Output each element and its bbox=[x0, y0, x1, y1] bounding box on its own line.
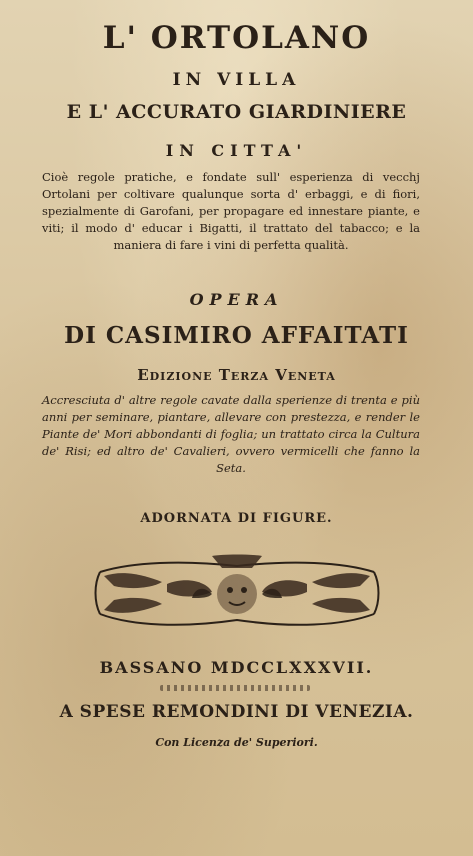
opera-label: OPERA bbox=[189, 290, 284, 309]
dotted-rule bbox=[160, 685, 310, 691]
title-line-1: L' ORTOLANO bbox=[102, 20, 371, 56]
license-line: Con Licenza de' Superiori. bbox=[155, 736, 318, 749]
title-line-4: IN CITTA' bbox=[165, 141, 308, 160]
cherub-face bbox=[192, 574, 282, 614]
publisher-line: A SPESE REMONDINI DI VENEZIA. bbox=[59, 702, 414, 722]
description-paragraph: Cioè regole pratiche, e fondate sull' esperienza di vecchj Ortolani per coltivare qualunque sorta d' erbaggi, e di fiori, spezialmente di Garofani, per propagare ed innestare piante, e viti; il modo d' educar i Bigatti, il trattato del tabacco; e la maniera di fare i vini di perfetta qualità. bbox=[42, 170, 420, 252]
additions-paragraph: Accresciuta d' altre regole cavate dalla sperienze di trenta e più anni per seminare, piantare, allevare con prestezza, e render le Piante de' Mori abbondanti di foglia; un trattato circa la Cultura de' Risi; ed altro de' Cavalieri, ovvero vermicelli che fanno la Seta. bbox=[42, 393, 420, 475]
edition-line: Edizione Terza Veneta bbox=[137, 366, 336, 384]
cherub-head-vignette bbox=[92, 554, 382, 634]
illustrations-note: ADORNATA DI FIGURE. bbox=[140, 511, 333, 526]
title-line-3: E L' ACCURATO GIARDINIERE bbox=[66, 101, 407, 123]
author-name: DI CASIMIRO AFFAITATI bbox=[64, 322, 409, 349]
imprint-place-year: BASSANO MDCCLXXXVII. bbox=[99, 658, 374, 677]
title-line-2: IN VILLA bbox=[172, 70, 301, 90]
